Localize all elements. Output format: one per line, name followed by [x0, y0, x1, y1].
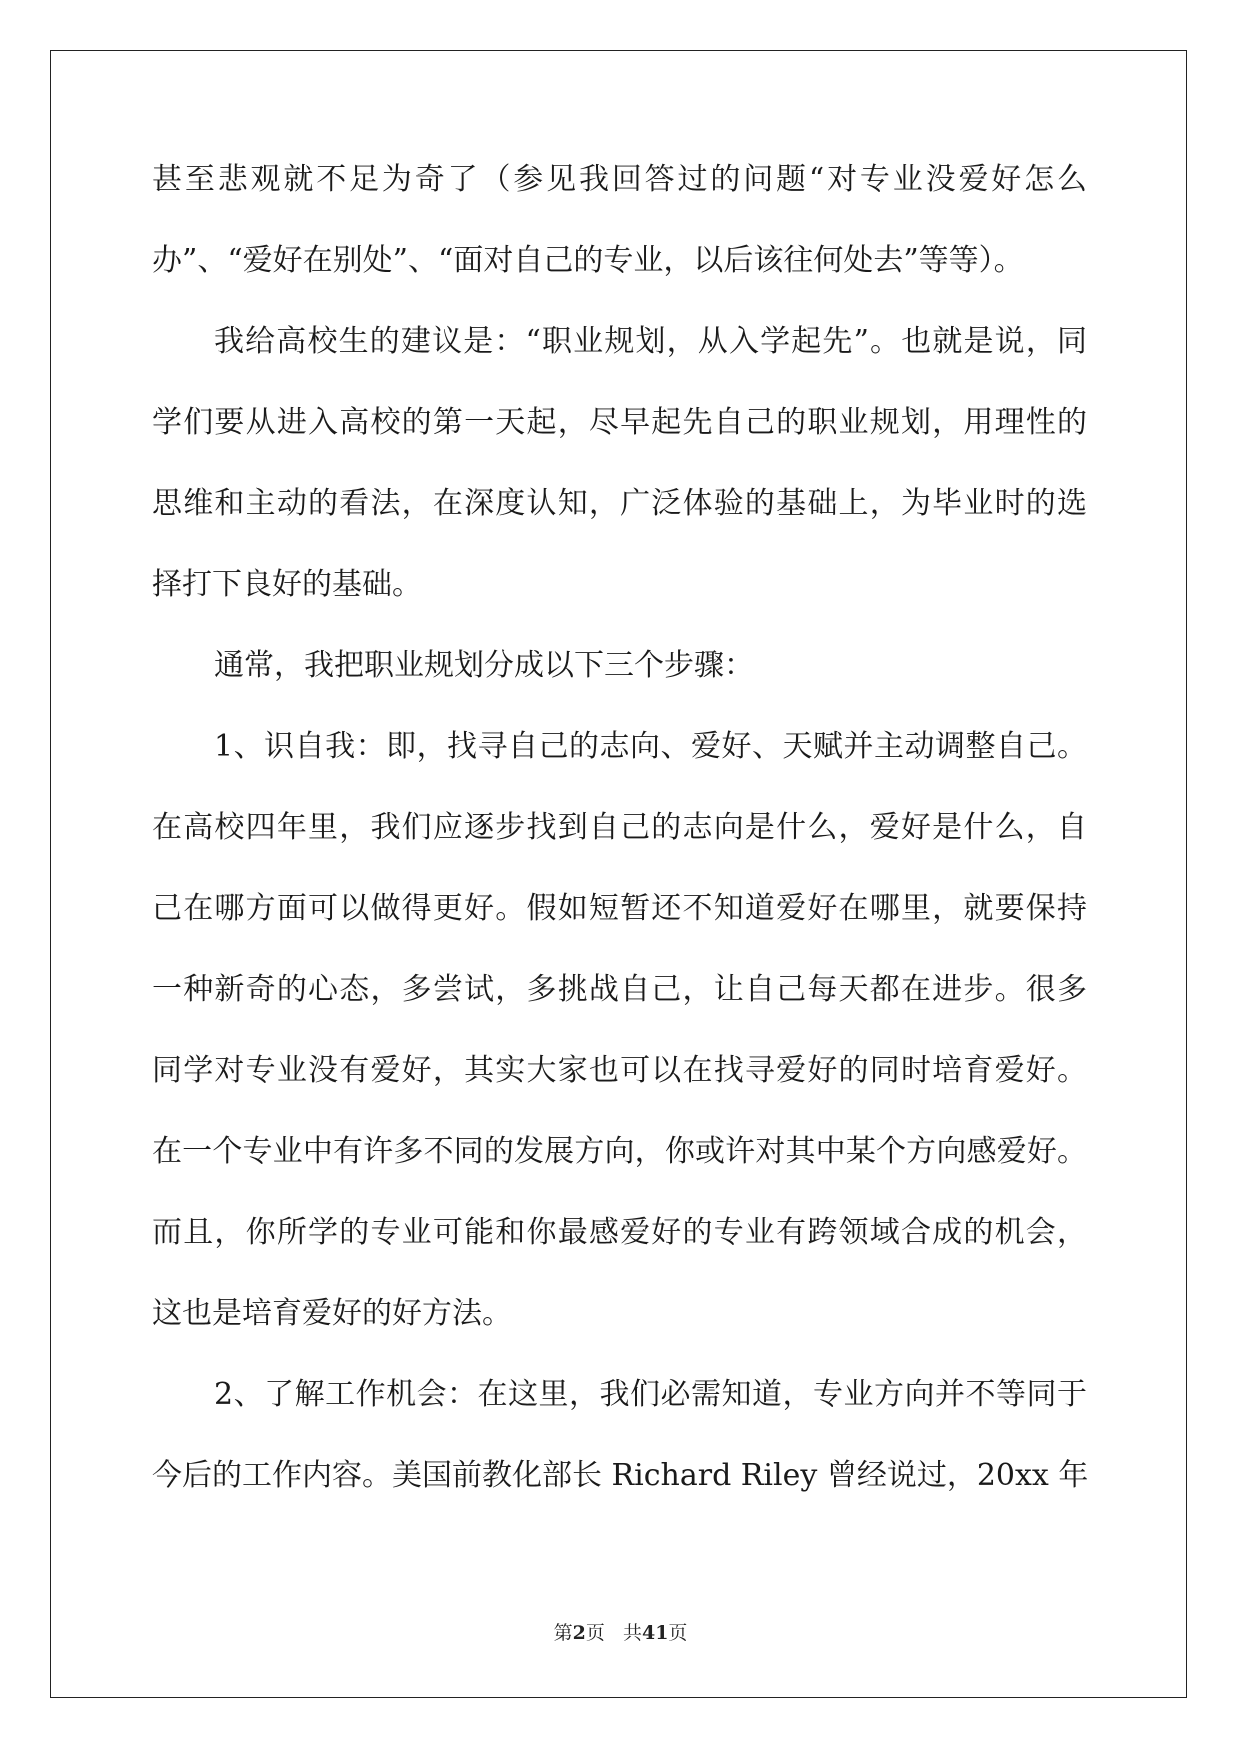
- text-line: 甚至悲观就不足为奇了（参见我回答过的问题“对专业没爱好怎么: [152, 162, 1087, 197]
- footer-total-pages: 41: [641, 1622, 669, 1644]
- text-line: 办”、“爱好在别处”、“面对自己的专业，以后该往何处去”等等）。: [152, 243, 1024, 278]
- footer-page-number: 2: [572, 1622, 586, 1644]
- page-footer: [0, 1618, 1241, 1645]
- footer-suffix-total: 页: [668, 1622, 688, 1644]
- text-line: 这也是培育爱好的好方法。: [152, 1296, 512, 1331]
- footer-suffix-page: 页: [585, 1622, 605, 1644]
- text-line: 同学对专业没有爱好，其实大家也可以在找寻爱好的同时培育爱好。: [152, 1053, 1087, 1088]
- text-line: 一种新奇的心态，多尝试，多挑战自己，让自己每天都在进步。很多: [152, 972, 1087, 1007]
- document-body: [152, 162, 1087, 1539]
- text-line: 今后的工作内容。美国前教化部长 Richard Riley 曾经说过，20xx 年: [152, 1458, 1089, 1493]
- text-line: 2、了解工作机会：在这里，我们必需知道，专业方向并不等同于: [214, 1377, 1087, 1412]
- text-line: 在一个专业中有许多不同的发展方向，你或许对其中某个方向感爱好。: [152, 1134, 1087, 1169]
- text-line: 通常，我把职业规划分成以下三个步骤：: [214, 648, 754, 683]
- text-line: 我给高校生的建议是：“职业规划，从入学起先”。也就是说，同: [214, 324, 1087, 359]
- text-line: 思维和主动的看法，在深度认知，广泛体验的基础上，为毕业时的选: [152, 486, 1087, 521]
- text-line: 在高校四年里，我们应逐步找到自己的志向是什么，爱好是什么，自: [152, 810, 1087, 845]
- footer-prefix-total: 共: [622, 1622, 642, 1644]
- text-line: 1、识自我：即，找寻自己的志向、爱好、天赋并主动调整自己。: [214, 729, 1087, 764]
- text-line: 而且，你所学的专业可能和你最感爱好的专业有跨领域合成的机会，: [152, 1215, 1087, 1250]
- footer-prefix-page: 第: [553, 1622, 573, 1644]
- text-line: 学们要从进入高校的第一天起，尽早起先自己的职业规划，用理性的: [152, 405, 1087, 440]
- text-line: 择打下良好的基础。: [152, 567, 422, 602]
- text-line: 己在哪方面可以做得更好。假如短暂还不知道爱好在哪里，就要保持: [152, 891, 1087, 926]
